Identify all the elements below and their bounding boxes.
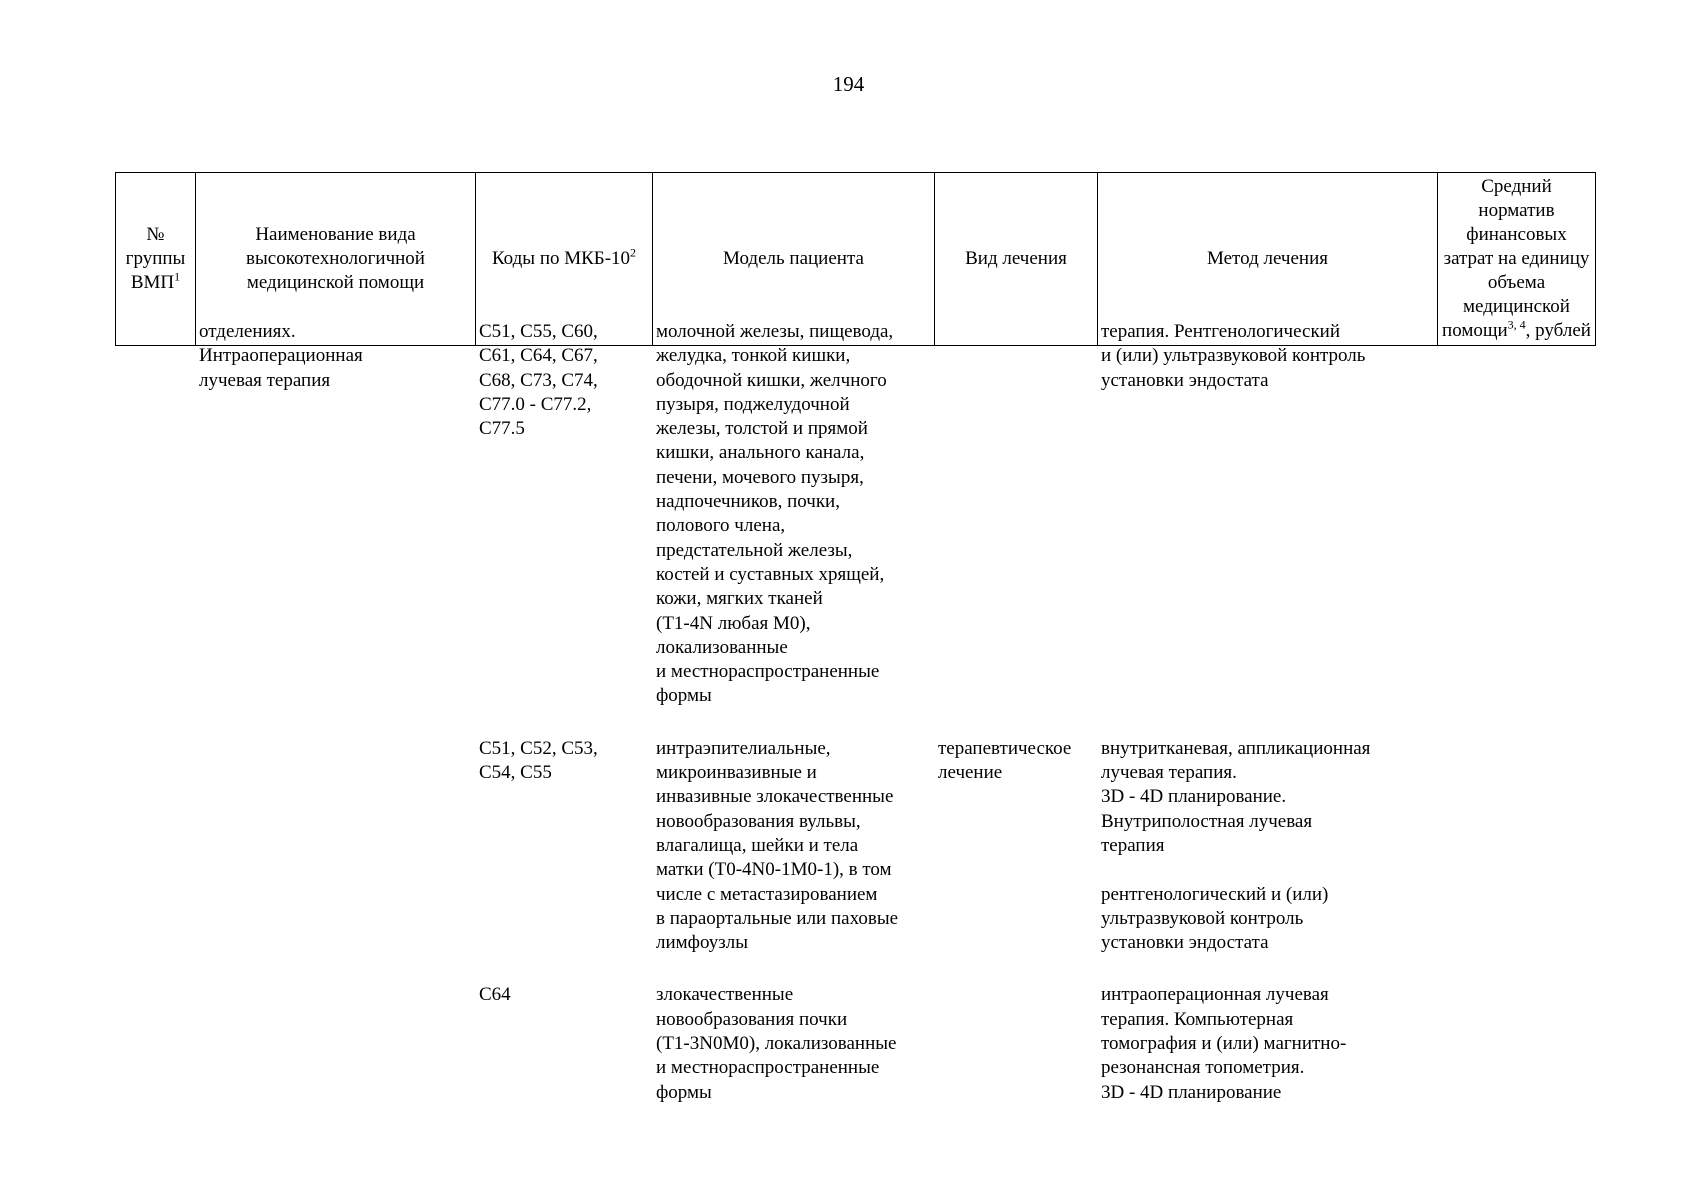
header-average-cost: Средний норматив финансовых затрат на единицу объема медицинской помощи$^{3, 4}$, рублей (1438, 173, 1596, 346)
cell-codes: C51, C55, C60, C61, C64, C67, C68, C73, C74, C77.0 - C77.2, C77.5 (479, 321, 598, 440)
table-row (115, 983, 1595, 1104)
cell-method: терапия. Рентгенологический и (или) ультразвуковой контроль установки эндостата (1101, 321, 1366, 391)
cell-cost (1437, 983, 1595, 1104)
cell-group (115, 983, 195, 1104)
header-patient-model: Модель пациента (653, 173, 935, 346)
cell-model: злокачественные новообразования почки (T1-3N0M0), локализованные и местнораспространенные формы (656, 984, 897, 1103)
header-treatment-type: Вид лечения (935, 173, 1098, 346)
cell-treatment (934, 983, 1097, 1104)
cell-group (115, 737, 195, 984)
cell-treatment (934, 320, 1097, 737)
cell-codes: C64 (479, 984, 511, 1006)
table-row (115, 737, 1595, 984)
header-care-type-name: Наименование вида высокотехнологичной медицинской помощи (196, 173, 476, 346)
cell-cost (1437, 320, 1595, 737)
header-group-number: № группы ВМП$^1$ (116, 173, 196, 346)
cell-model: интраэпителиальные, микроинвазивные и инвазивные злокачественные новообразования вульвы, влагалища, шейки и тела матки (T0-4N0-1M0-1), в том числе с метастазированием в параортальные или паховые лимфоузлы (656, 737, 899, 954)
header-treatment-method: Метод лечения (1098, 173, 1438, 346)
cell-group (115, 320, 195, 737)
cell-cost (1437, 737, 1595, 984)
cell-method: внутритканевая, аппликационная лучевая терапия. 3D - 4D планирование. Внутриполостная лучевая терапия рентгенологический и (или) ультразвуковой контроль установки эндостата (1101, 737, 1371, 954)
table-body (115, 320, 1595, 1105)
cell-model: молочной железы, пищевода, желудка, тонкой кишки, ободочной кишки, желчного пузыря, поджелудочной железы, толстой и прямой кишки, анального канала, печени, мочевого пузыря, надпочечников, почки, полового члена, предстательной железы, костей и суставных хрящей, кожи, мягких тканей (T1-4N любая M0), локализованные и местнораспространенные формы (656, 321, 894, 707)
cell-codes: C51, C52, C53, C54, C55 (479, 737, 598, 784)
header-icd-codes: Коды по МКБ-$10^2$ (476, 173, 653, 346)
cell-name (195, 737, 475, 984)
cell-treatment: терапевтическое лечение (938, 737, 1072, 784)
cell-name: отделениях. Интраоперационная лучевая терапия (199, 321, 363, 391)
table-row (115, 320, 1595, 737)
cell-method: интраоперационная лучевая терапия. Компьютерная томография и (или) магнитно- резонансная топометрия. 3D - 4D планирование (1101, 984, 1347, 1103)
page-number: 194 (832, 72, 865, 96)
cell-name (195, 983, 475, 1104)
